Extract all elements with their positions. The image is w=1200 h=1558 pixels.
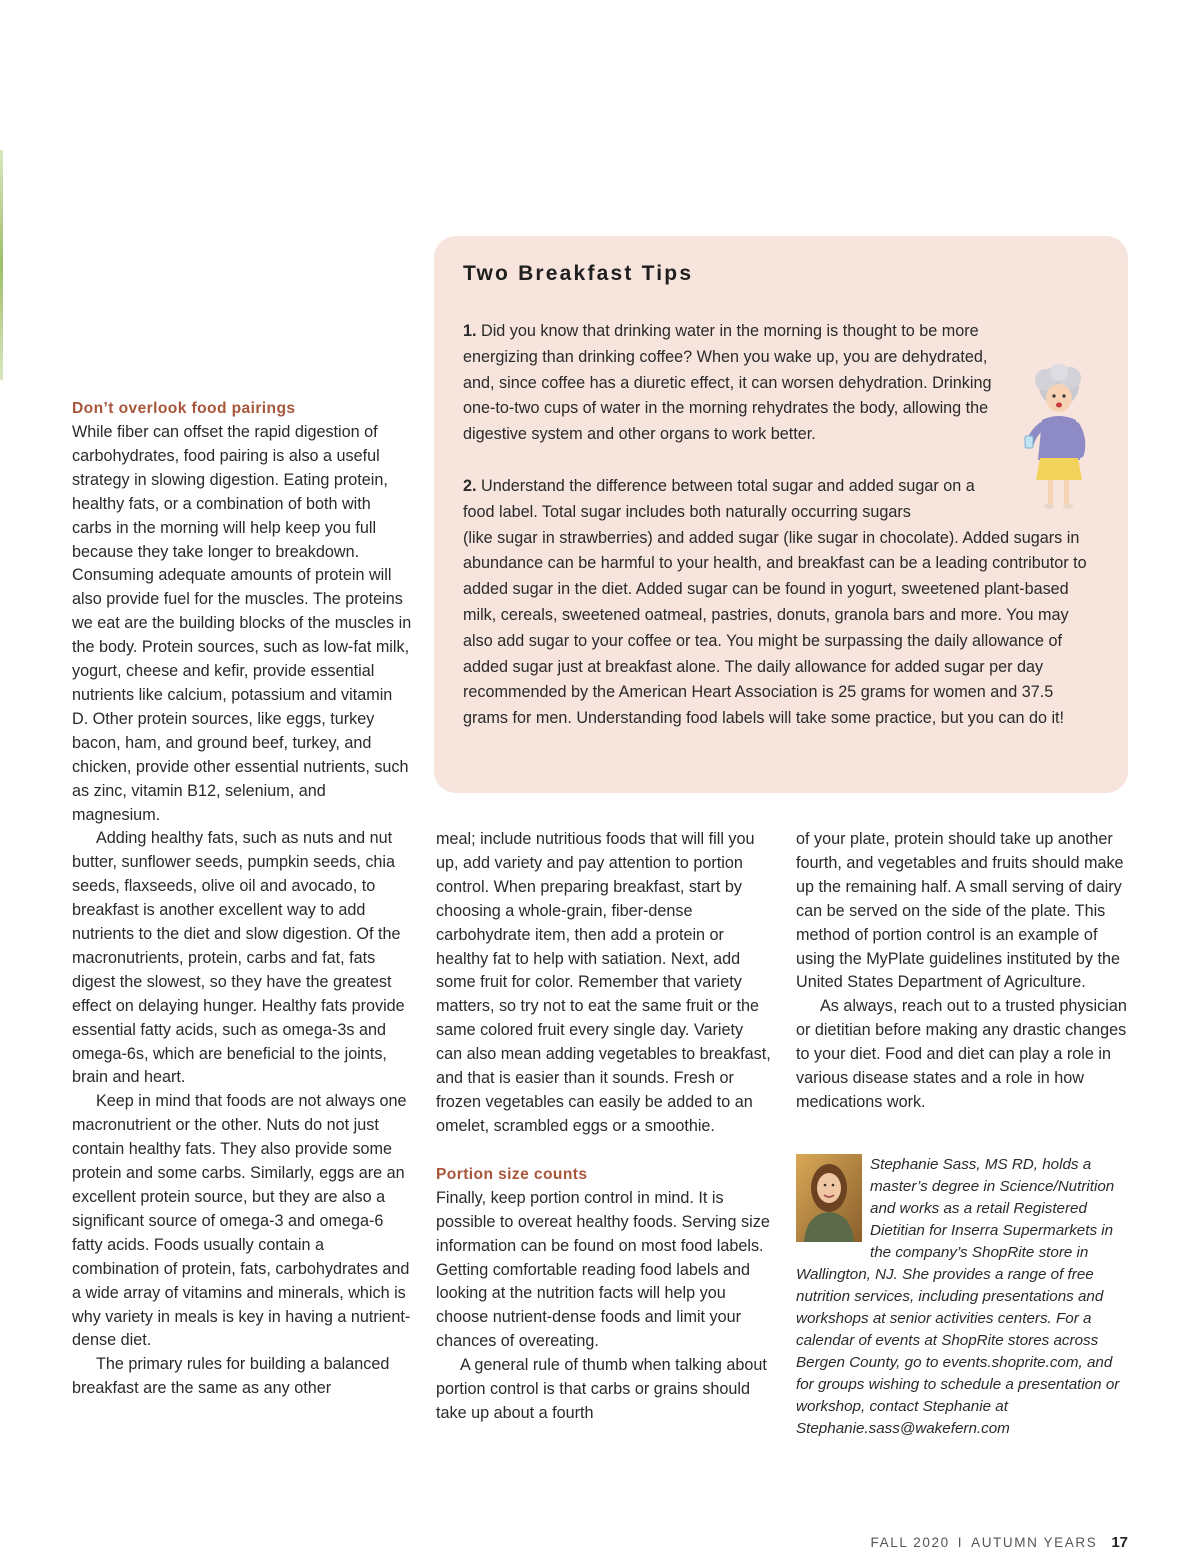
edge-accent-bar	[0, 150, 3, 380]
tip-2-text-b: (like sugar in strawberries) and added sugar (like sugar in chocolate). Added sugars in abundance can be harmful to your health, and breakfast can be a leading contributor to added sugar in the diet. Added sugar can be found in yogurt, sweetened plant-based milk, cereals, sweetened oatmeal, pastries, donuts, granola bars and more. You may also add sugar to your coffee or tea. You might be surpassing the daily allowance of added sugar just at breakfast alone. The daily allowance for added sugar per day recommended by the American Heart Association is 25 grams for women and 37.5 grams for men. Understanding food labels will take some practice, but you can do it!	[463, 528, 1087, 728]
breakfast-tips-box	[434, 236, 1128, 793]
tip-2-lead	[463, 474, 1003, 526]
footer-separator: I	[957, 1535, 964, 1550]
left-column	[72, 397, 412, 1401]
tip-2	[463, 474, 1100, 732]
tip-1-number: 1.	[463, 322, 477, 340]
middle-paragraph-1: meal; include nutritious foods that will fill you up, add variety and pay attention to portion control. When preparing breakfast, start by choosing a whole-grain, fiber-dense carbohydrate item, then add a protein or healthy fat to help with satiation. Next, add some fruit for color. Remember that variety matters, so try not to eat the same fruit or the same colored fruit every single day. Variety can also mean adding vegetables to breakfast, and that is easier than it sounds. Fresh or frozen vegetables can easily be added to an omelet, scrambled eggs or a smoothie.	[436, 830, 771, 1135]
footer-magazine: AUTUMN YEARS	[971, 1535, 1098, 1550]
tips-title: Two Breakfast Tips	[463, 262, 694, 285]
page-number: 17	[1111, 1534, 1128, 1551]
tip-2-number: 2.	[463, 476, 477, 495]
right-column	[796, 828, 1132, 1115]
tip-1-text: Did you know that drinking water in the morning is thought to be more energizing than drinking coffee? When you wake up, you are dehydrated, and, since coffee has a diuretic effect, it can worsen dehydration. Drinking one-to-two cups of water in the morning rehydrates the body, allowing the digestive system and other organs to work better.	[463, 322, 992, 444]
middle-paragraph-3: A general rule of thumb when talking about portion control is that carbs or grains should take up about a fourth	[436, 1356, 767, 1422]
heading-portion-size: Portion size counts	[436, 1165, 588, 1183]
middle-column	[436, 828, 772, 1426]
footer-season: FALL 2020	[870, 1535, 950, 1550]
tip-spacer	[463, 448, 1100, 474]
grandma-illustration	[1024, 364, 1094, 514]
right-paragraph-2: As always, reach out to a trusted physician or dietitian before making any drastic changes to your diet. Food and diet can play a role in various disease states and a role in how medications work.	[796, 997, 1127, 1111]
middle-paragraph-2: Finally, keep portion control in mind. It is possible to overeat healthy foods. Serving size information can be found on most food labels. Getting comfortable reading food labels and looking at the nutrition facts will help you choose nutrient-dense foods and limit your chances of overeating.	[436, 1188, 770, 1351]
left-paragraph-4: The primary rules for building a balanced breakfast are the same as any other	[72, 1355, 390, 1398]
heading-food-pairings: Don’t overlook food pairings	[72, 400, 296, 417]
page-footer	[871, 1533, 1128, 1553]
section-spacer	[436, 1139, 772, 1163]
tip-2-text-a: Understand the difference between total sugar and added sugar on a food label. Total sugar includes both naturally occurring sugars	[463, 476, 975, 521]
author-bio	[796, 1154, 1132, 1440]
left-paragraph-3: Keep in mind that foods are not always one macronutrient or the other. Nuts do not just contain healthy fats. They also provide some protein and some carbs. Similarly, eggs are an excellent protein source, but they are also a significant source of omega-3 and omega-6 fatty acids. Foods usually contain a combination of protein, fats, carbohydrates and a wide array of vitamins and minerals, which is why variety in meals is key in having a nutrient-dense diet.	[72, 1092, 411, 1350]
right-paragraph-1: of your plate, protein should take up another fourth, and vegetables and fruits should make up the remaining half. A small serving of dairy can be served on the side of the plate. This method of portion control is an example of using the MyPlate guidelines instituted by the United States Department of Agriculture.	[796, 830, 1124, 992]
left-paragraph-1: While fiber can offset the rapid digestion of carbohydrates, food pairing is also a useful strategy in slowing digestion. Eating protein, healthy fats, or a combination of both with carbs in the morning will help keep you full because they take longer to breakdown. Consuming adequate amounts of protein will also provide fuel for the muscles. The proteins we eat are the building blocks of the muscles in the body. Protein sources, such as low-fat milk, yogurt, cheese and kefir, provide essential nutrients like calcium, potassium and vitamin D. Other protein sources, like eggs, turkey bacon, ham, and ground beef, turkey, and chicken, provide other essential nutrients, such as zinc, vitamin B12, selenium, and magnesium.	[72, 423, 412, 824]
author-bio-text: Stephanie Sass, MS RD, holds a master’s degree in Science/Nutrition and works as a retail Registered Dietitian for Inserra Supermarkets in the company’s ShopRite store in Wallington, NJ. She provides a range of free nutrition services, including presentations and workshops at senior activities centers. For a calendar of events at ShopRite stores across Bergen County, go to events.shoprite.com, and for groups wishing to schedule a presentation or workshop, contact Stephanie at Stephanie.sass@wakefern.com	[796, 1156, 1120, 1437]
tip-1	[463, 319, 1023, 448]
left-paragraph-2: Adding healthy fats, such as nuts and nut butter, sunflower seeds, pumpkin seeds, chia seeds, flaxseeds, olive oil and avocado, to breakfast is another excellent way to add nutrients to the diet and slow digestion. Of the macronutrients, protein, carbs and fat, fats digest the slowest, so they have the greatest effect on delaying hunger. Healthy fats provide essential fatty acids, such as omega-3s and omega-6s, which are beneficial to the joints, brain and heart.	[72, 829, 405, 1087]
author-photo	[796, 1154, 862, 1242]
